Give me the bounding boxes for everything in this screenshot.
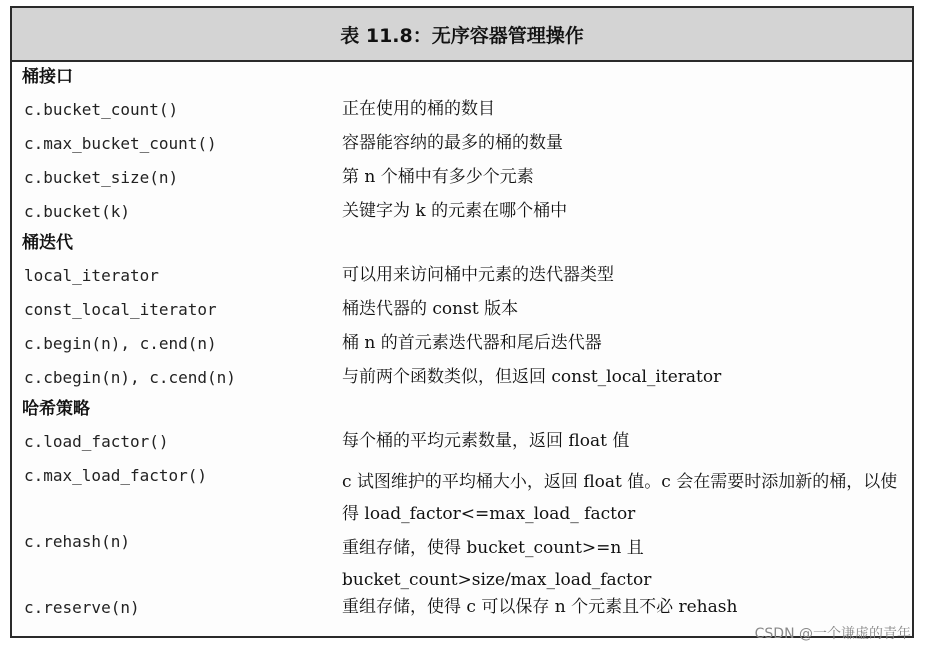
section-heading-bucket-interface: 桶接口	[22, 67, 73, 87]
row-code: c.cbegin(n), c.cend(n)	[24, 367, 236, 387]
row-desc: 桶 n 的首元素迭代器和尾后迭代器	[342, 333, 602, 353]
table-row	[12, 126, 912, 160]
row-desc: 可以用来访问桶中元素的迭代器类型	[342, 265, 614, 285]
row-desc: 桶迭代器的 const 版本	[342, 299, 519, 319]
row-desc: 正在使用的桶的数目	[342, 99, 495, 119]
row-desc: 容器能容纳的最多的桶的数量	[342, 133, 563, 153]
row-desc: 与前两个函数类似，但返回 const_local_iterator	[342, 367, 722, 387]
row-code: c.reserve(n)	[24, 597, 140, 617]
table-row	[12, 258, 912, 292]
table-row	[12, 524, 912, 590]
row-code: c.rehash(n)	[24, 532, 130, 551]
unordered-container-table	[10, 6, 914, 638]
row-code: c.max_load_factor()	[24, 466, 208, 485]
table-row	[12, 160, 912, 194]
row-desc: 每个桶的平均元素数量，返回 float 值	[342, 431, 630, 451]
table-row	[12, 590, 912, 624]
row-desc: 重组存储，使得 bucket_count>=n 且 bucket_count>size/max_load_factor	[342, 538, 652, 590]
csdn-watermark: CSDN @一个谦虚的青年	[754, 626, 911, 642]
row-code: c.bucket(k)	[24, 201, 130, 221]
row-code: c.max_bucket_count()	[24, 133, 217, 153]
row-desc: 第 n 个桶中有多少个元素	[342, 167, 534, 187]
row-code: c.begin(n), c.end(n)	[24, 333, 217, 353]
table-row	[12, 360, 912, 394]
section-heading-bucket-iteration: 桶迭代	[22, 233, 73, 253]
section-heading-hash-policy: 哈希策略	[22, 399, 90, 419]
table-row	[12, 292, 912, 326]
table-title: 表 11.8：无序容器管理操作	[12, 8, 912, 62]
row-desc: 重组存储，使得 c 可以保存 n 个元素且不必 rehash	[342, 597, 738, 617]
table-row	[12, 92, 912, 126]
row-code: c.bucket_size(n)	[24, 167, 179, 187]
table-row	[12, 424, 912, 458]
table-row	[12, 458, 912, 524]
table-row	[12, 194, 912, 228]
table-row	[12, 326, 912, 360]
row-desc: c 试图维护的平均桶大小，返回 float 值。c 会在需要时添加新的桶，以使得 load_factor<=max_load_ factor	[342, 472, 898, 524]
row-code: c.bucket_count()	[24, 99, 179, 119]
row-code: local_iterator	[24, 265, 159, 285]
row-code: c.load_factor()	[24, 431, 169, 451]
row-desc: 关键字为 k 的元素在哪个桶中	[342, 201, 568, 221]
row-code: const_local_iterator	[24, 299, 217, 319]
